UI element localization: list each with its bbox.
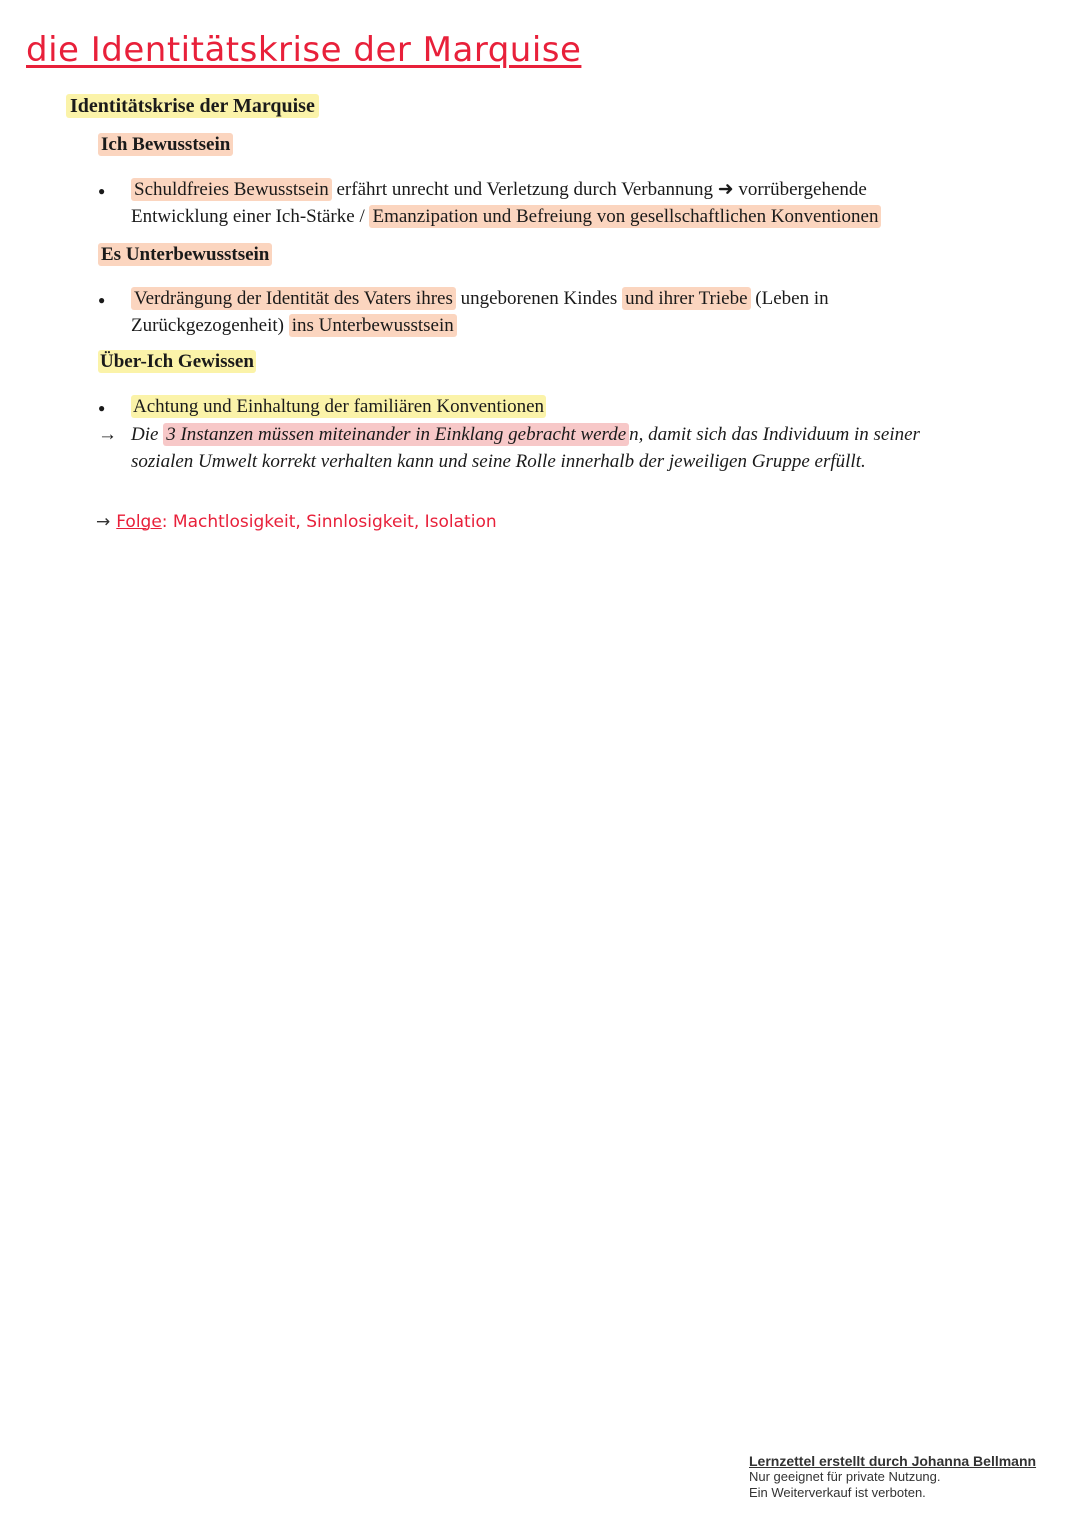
list-item-ueber-ich: ● Achtung und Einhaltung der familiären Konventionen: [98, 393, 958, 420]
note-label: Folge: [116, 512, 162, 532]
section-title-es: Es Unterbewusstsein: [98, 244, 272, 266]
handwritten-note: [96, 512, 497, 532]
arrow-right-icon: →: [96, 512, 111, 532]
list-item-es: ● Verdrängung der Identität des Vaters ihres ungeborenen Kindes und ihrer Triebe (Leben in Zurückgezogenheit) ins Unterbewusstsein: [98, 288, 829, 336]
section-title-ich: Ich Bewusstsein: [98, 134, 233, 156]
footer-credit: Lernzettel erstellt durch Johanna Bellmann: [749, 1453, 1037, 1469]
section-title-ueber-ich: Über-Ich Gewissen: [100, 351, 254, 372]
footer: [749, 1453, 1036, 1501]
main-heading: Identitätskrise der Marquise: [66, 95, 319, 118]
bullet-icon: ●: [98, 401, 106, 415]
bullet-icon: ●: [98, 184, 106, 198]
list-item-conclusion: → Die 3 Instanzen müssen miteinander in Einklang gebracht werde n, damit sich das Individuum in seiner sozialen Umwelt korrekt verhalten kann und seine Rolle innerhalb der jeweiligen Gruppe erfüllt.: [98, 421, 958, 475]
footer-resale-note: Ein Weiterverkauf ist verboten.: [749, 1485, 926, 1500]
handwritten-title: die Identitätskrise der Marquise: [26, 30, 582, 70]
list-item-ich: ● Schuldfreies Bewusstsein erfährt unrecht und Verletzung durch Verbannung ➜ vorrübergehende Entwicklung einer Ich-Stärke / Emanzipation und Befreiung von gesellschaftlichen Konventionen: [98, 176, 958, 230]
bullet-icon: ●: [98, 293, 106, 307]
note-text: : Machtlosigkeit, Sinnlosigkeit, Isolation: [161, 512, 497, 532]
footer-usage-note: Nur geeignet für private Nutzung.: [749, 1469, 941, 1484]
arrow-right-icon: →: [98, 424, 117, 445]
